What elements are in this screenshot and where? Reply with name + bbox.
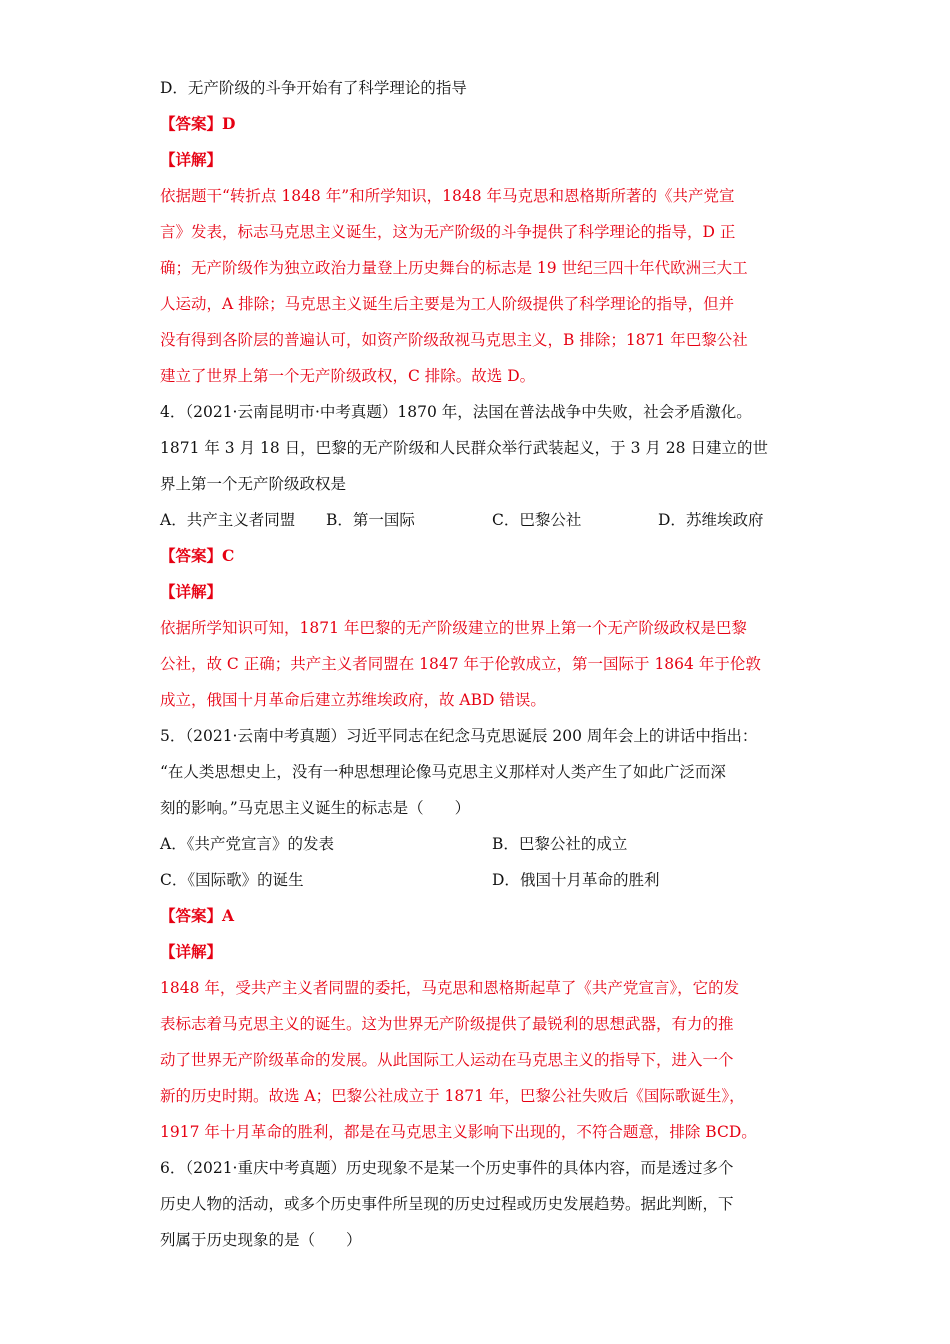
q5-answer bbox=[160, 898, 790, 934]
q4-option-c: C．巴黎公社 bbox=[492, 511, 582, 529]
q4-options bbox=[160, 502, 790, 538]
q5-option-d: D．俄国十月革命的胜利 bbox=[492, 871, 660, 889]
q6-stem-line: 6．（2021·重庆中考真题）历史现象不是某一个历史事件的具体内容，而是透过多个 bbox=[160, 1159, 734, 1177]
answer-value: D bbox=[222, 114, 236, 133]
q3-explain-label: 【详解】 bbox=[160, 150, 223, 169]
q5-stem-line: 5．（2021·云南中考真题）习近平同志在纪念马克思诞辰 200 周年会上的讲话中指出： bbox=[160, 727, 758, 745]
answer-label: 【答案】 bbox=[160, 546, 223, 565]
q5-stem-line: 刻的影响。”马克思主义诞生的标志是（ ） bbox=[160, 799, 471, 817]
q4-explanation: 依据所学知识可知，1871 年巴黎的无产阶级建立的世界上第一个无产阶级政权是巴黎 公社，故 C 正确；共产主义者同盟在 1847 年于伦敦成立，第一国际于 1864 年于伦敦 成立，俄国十月革命后建立苏维埃政府，故 ABD 错误。 bbox=[160, 619, 761, 709]
q5-stem-line: “在人类思想史上，没有一种思想理论像马克思主义那样对人类产生了如此广泛而深 bbox=[160, 763, 726, 781]
q3-option-d: D．无产阶级的斗争开始有了科学理论的指导 bbox=[160, 79, 467, 97]
q3-explanation: 依据题干“转折点 1848 年”和所学知识，1848 年马克思和恩格斯所著的《共产党宣 言》发表，标志马克思主义诞生，这为无产阶级的斗争提供了科学理论的指导，D 正 确；无产阶级作为独立政治力量登上历史舞台的标志是 19 世纪三四十年代欧洲三大工 人运动，A 排除；马克思主义诞生后主要是为工人阶级提供了科学理论的指导，但并 没有得到各阶层的普遍认可，如资产阶级敌视马克思主义，B 排除；1871 年巴黎公社 建立了世界上第一个无产阶级政权，C 排除。故选 D。 bbox=[160, 187, 748, 385]
q4-stem-line: 4．（2021·云南昆明市·中考真题）1870 年，法国在普法战争中失败，社会矛盾激化。 bbox=[160, 403, 752, 421]
q6-stem-line: 历史人物的活动，或多个历史事件所呈现的历史过程或历史发展趋势。据此判断，下 bbox=[160, 1195, 734, 1213]
answer-label: 【答案】 bbox=[160, 114, 223, 133]
q5-option-b: B．巴黎公社的成立 bbox=[492, 835, 628, 853]
q4-stem-line: 1871 年 3 月 18 日，巴黎的无产阶级和人民群众举行武装起义，于 3 月 28 日建立的世 bbox=[160, 439, 768, 457]
q4-option-a: A．共产主义者同盟 bbox=[160, 511, 296, 529]
q3-answer bbox=[160, 106, 790, 142]
q5-option-c: C．《国际歌》的诞生 bbox=[160, 871, 304, 889]
q4-stem-line: 界上第一个无产阶级政权是 bbox=[160, 475, 347, 493]
q4-option-b: B．第一国际 bbox=[326, 511, 415, 529]
answer-value: C bbox=[222, 546, 235, 565]
q5-options-row1 bbox=[160, 826, 790, 862]
q4-option-d: D．苏维埃政府 bbox=[658, 511, 764, 529]
q5-options-row2 bbox=[160, 862, 790, 898]
q5-option-a: A．《共产党宣言》的发表 bbox=[160, 835, 334, 853]
q4-explain-label: 【详解】 bbox=[160, 582, 223, 601]
q5-explain-label: 【详解】 bbox=[160, 942, 223, 961]
q5-explanation: 1848 年，受共产主义者同盟的委托，马克思和恩格斯起草了《共产党宣言》，它的发 表标志着马克思主义的诞生。这为世界无产阶级提供了最锐利的思想武器，有力的推 动了世界无产阶级革命的发展。从此国际工人运动在马克思主义的指导下，进入一个 新的历史时期。故选 A；巴黎公社成立于 1871 年，巴黎公社失败后《国际歌诞生》， 1917 年十月革命的胜利，都是在马克思主义影响下出现的，不符合题意，排除 BCD。 bbox=[160, 979, 757, 1141]
answer-value: A bbox=[222, 906, 235, 925]
q6-stem-line: 列属于历史现象的是（ ） bbox=[160, 1231, 362, 1249]
answer-label: 【答案】 bbox=[160, 906, 223, 925]
q4-answer bbox=[160, 538, 790, 574]
document-page bbox=[160, 70, 790, 1258]
